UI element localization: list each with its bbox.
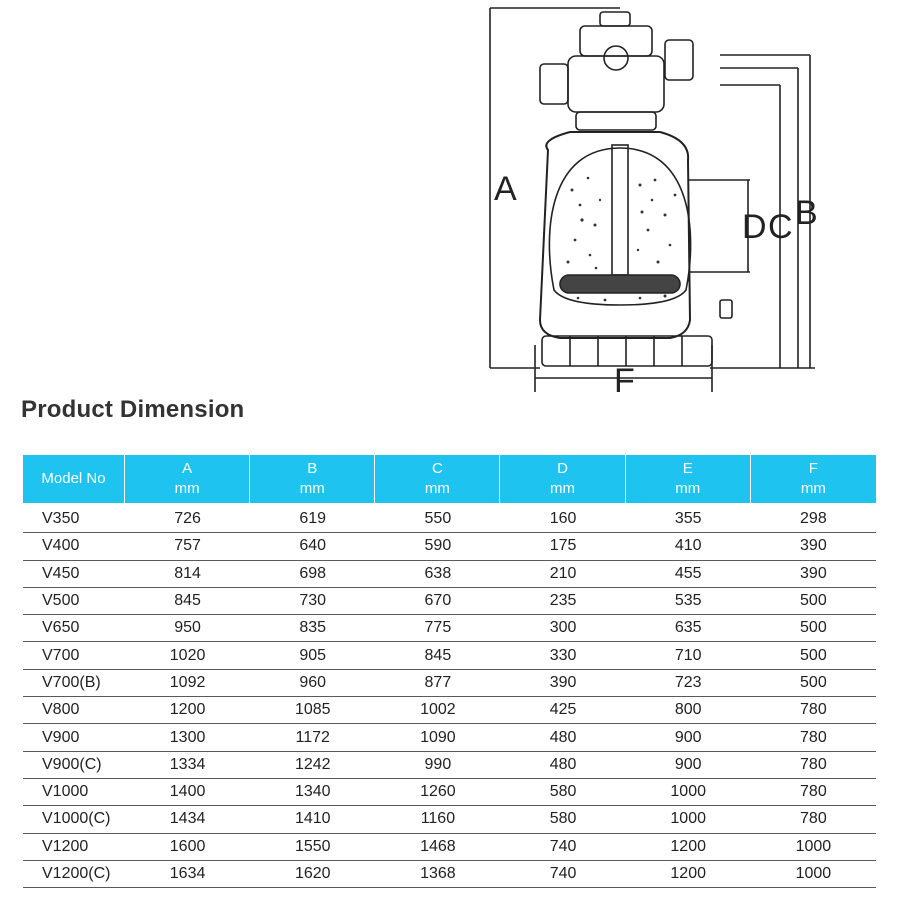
value-cell-a: 1400 [125,779,250,806]
column-header-f [751,455,876,503]
value-cell-f: 780 [751,806,876,833]
value-cell-b: 835 [250,615,375,642]
value-cell-d: 330 [500,642,625,669]
value-cell-b: 640 [250,533,375,560]
value-cell-d: 580 [500,806,625,833]
value-cell-c: 638 [375,561,500,588]
value-cell-f: 298 [751,503,876,533]
column-header-b [250,455,375,503]
value-cell-a: 757 [125,533,250,560]
value-cell-b: 960 [250,670,375,697]
dim-label-f: F [614,362,635,392]
value-cell-f: 500 [751,670,876,697]
value-cell-a: 1092 [125,670,250,697]
table-row [23,834,876,861]
table-row [23,697,876,724]
column-header-e [626,455,751,503]
dim-label-d: D [742,208,767,246]
value-cell-a: 1020 [125,642,250,669]
value-cell-c: 1468 [375,834,500,861]
value-cell-a: 814 [125,561,250,588]
model-cell: V400 [23,533,125,560]
value-cell-e: 1000 [626,806,751,833]
table-row [23,533,876,560]
column-unit: mm [550,480,576,497]
model-cell: V900 [23,724,125,751]
column-header-c [375,455,500,503]
value-cell-c: 1260 [375,779,500,806]
column-letter: D [557,460,568,477]
value-cell-a: 1200 [125,697,250,724]
model-cell: V450 [23,561,125,588]
value-cell-e: 535 [626,588,751,615]
value-cell-d: 390 [500,670,625,697]
table-row [23,806,876,833]
value-cell-f: 780 [751,752,876,779]
dim-label-b: B [795,194,818,232]
value-cell-f: 390 [751,561,876,588]
value-cell-e: 1200 [626,834,751,861]
value-cell-e: 723 [626,670,751,697]
column-letter: B [307,460,318,477]
column-unit: mm [299,480,325,497]
table-row [23,724,876,751]
table-row [23,670,876,697]
value-cell-a: 1434 [125,806,250,833]
value-cell-d: 480 [500,724,625,751]
value-cell-d: 425 [500,697,625,724]
column-unit: mm [800,480,826,497]
value-cell-e: 635 [626,615,751,642]
column-letter: F [808,460,818,477]
value-cell-c: 550 [375,503,500,533]
value-cell-c: 670 [375,588,500,615]
model-cell: V650 [23,615,125,642]
model-cell: V700 [23,642,125,669]
value-cell-f: 390 [751,533,876,560]
column-unit: mm [675,480,701,497]
value-cell-b: 1340 [250,779,375,806]
value-cell-f: 1000 [751,861,876,888]
column-header-d [500,455,625,503]
value-cell-d: 300 [500,615,625,642]
value-cell-d: 160 [500,503,625,533]
table-row [23,561,876,588]
table-body [23,503,876,888]
value-cell-d: 740 [500,861,625,888]
value-cell-b: 698 [250,561,375,588]
value-cell-d: 480 [500,752,625,779]
value-cell-c: 1002 [375,697,500,724]
model-cell: V700(B) [23,670,125,697]
header-row [23,455,876,503]
value-cell-f: 500 [751,588,876,615]
value-cell-d: 235 [500,588,625,615]
table-header [23,455,876,503]
value-cell-f: 780 [751,779,876,806]
value-cell-b: 730 [250,588,375,615]
table-row [23,752,876,779]
table-row [23,615,876,642]
value-cell-b: 1550 [250,834,375,861]
value-cell-c: 775 [375,615,500,642]
model-cell: V1200 [23,834,125,861]
value-cell-e: 410 [626,533,751,560]
dim-label-a: A [494,170,517,208]
value-cell-a: 1634 [125,861,250,888]
section-title: Product Dimension [21,396,245,423]
model-cell: V1000(C) [23,806,125,833]
column-letter: C [431,460,443,477]
value-cell-a: 726 [125,503,250,533]
value-cell-b: 905 [250,642,375,669]
value-cell-a: 1300 [125,724,250,751]
model-cell: V1200(C) [23,861,125,888]
column-letter: E [682,460,693,477]
table-row [23,642,876,669]
model-cell: V800 [23,697,125,724]
value-cell-d: 580 [500,779,625,806]
value-cell-b: 1242 [250,752,375,779]
value-cell-b: 1410 [250,806,375,833]
column-header-a [125,455,250,503]
value-cell-e: 455 [626,561,751,588]
value-cell-f: 780 [751,724,876,751]
value-cell-f: 500 [751,615,876,642]
value-cell-c: 845 [375,642,500,669]
column-header-model: Model No [23,455,125,503]
value-cell-a: 845 [125,588,250,615]
value-cell-b: 1172 [250,724,375,751]
value-cell-c: 590 [375,533,500,560]
value-cell-b: 1620 [250,861,375,888]
value-cell-e: 900 [626,752,751,779]
value-cell-d: 175 [500,533,625,560]
dim-label-c: C [768,208,793,246]
filter-dimension-diagram [480,0,840,392]
value-cell-f: 500 [751,642,876,669]
value-cell-f: 780 [751,697,876,724]
table-row [23,861,876,888]
value-cell-c: 877 [375,670,500,697]
value-cell-d: 740 [500,834,625,861]
model-cell: V350 [23,503,125,533]
model-cell: V1000 [23,779,125,806]
value-cell-e: 710 [626,642,751,669]
value-cell-e: 800 [626,697,751,724]
value-cell-b: 1085 [250,697,375,724]
table-row [23,503,876,533]
value-cell-b: 619 [250,503,375,533]
value-cell-c: 1160 [375,806,500,833]
model-cell: V500 [23,588,125,615]
value-cell-e: 1200 [626,861,751,888]
column-unit: mm [174,480,200,497]
dimension-table [23,455,876,888]
model-cell: V900(C) [23,752,125,779]
column-unit: mm [424,480,450,497]
value-cell-d: 210 [500,561,625,588]
value-cell-c: 990 [375,752,500,779]
value-cell-a: 1334 [125,752,250,779]
table-row [23,588,876,615]
column-letter: A [182,460,193,477]
value-cell-e: 1000 [626,779,751,806]
value-cell-c: 1368 [375,861,500,888]
value-cell-a: 950 [125,615,250,642]
value-cell-e: 355 [626,503,751,533]
table-row [23,779,876,806]
value-cell-e: 900 [626,724,751,751]
value-cell-a: 1600 [125,834,250,861]
value-cell-c: 1090 [375,724,500,751]
value-cell-f: 1000 [751,834,876,861]
